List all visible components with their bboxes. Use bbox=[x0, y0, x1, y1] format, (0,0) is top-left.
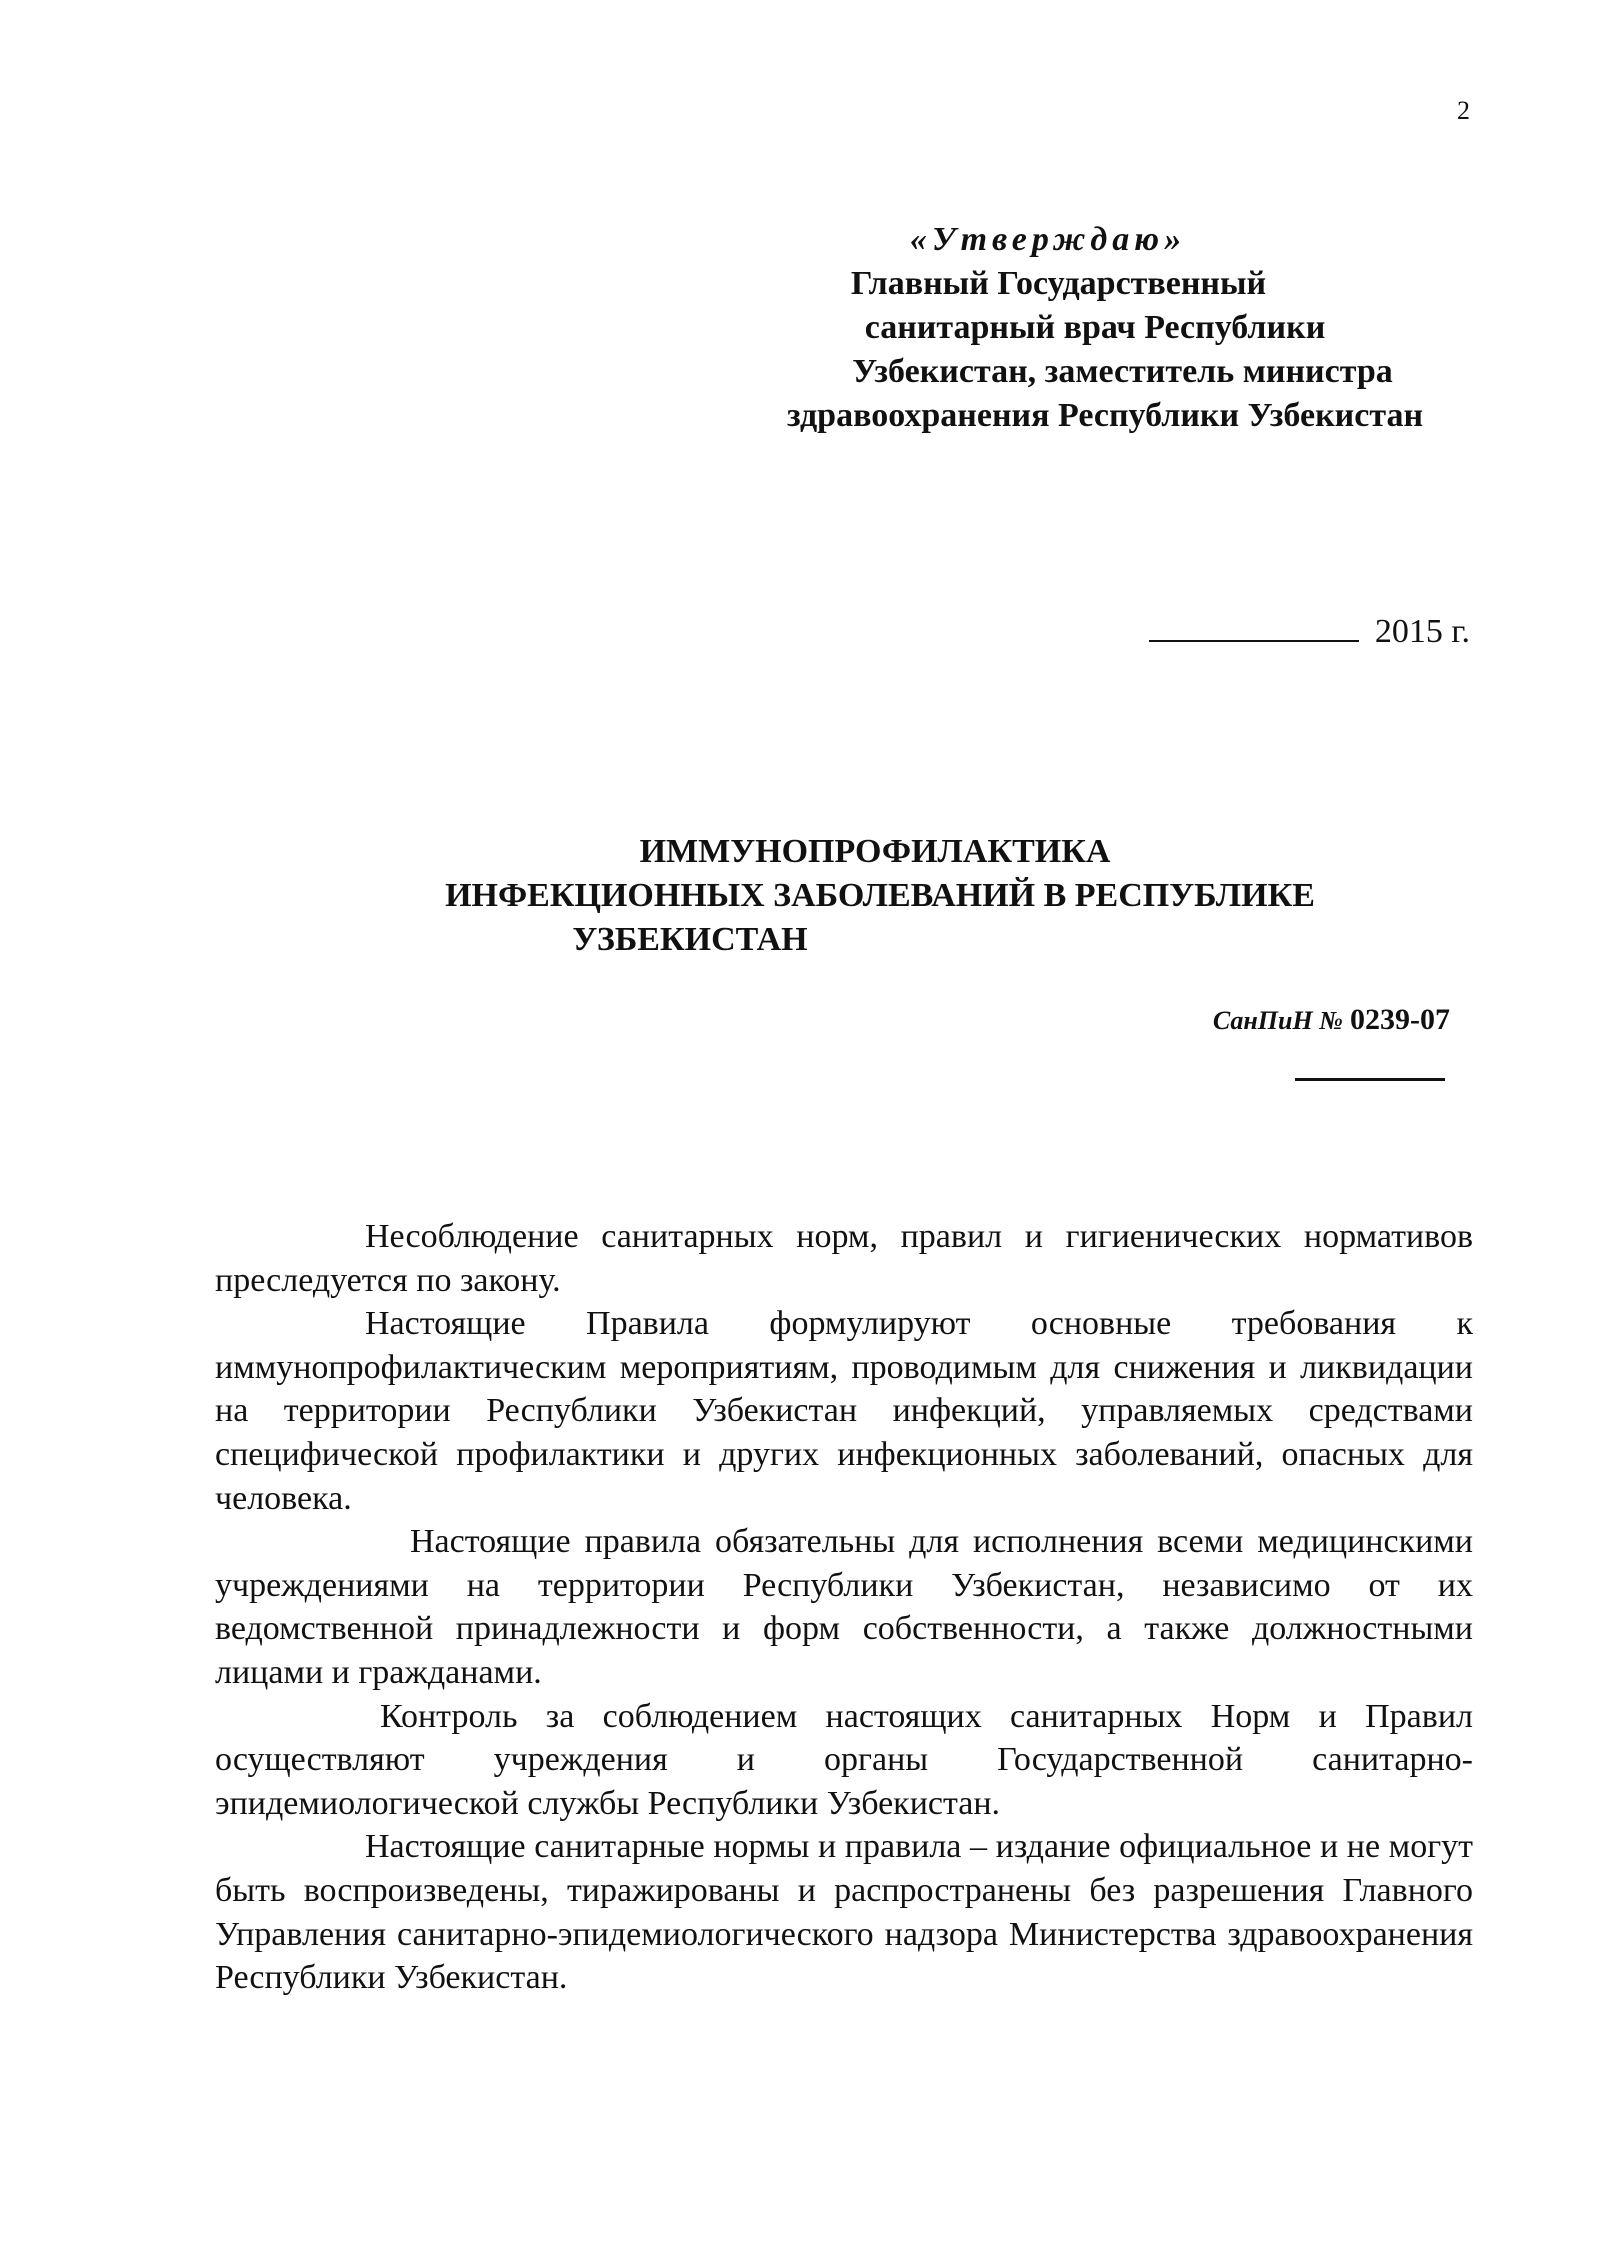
approval-line: здравоохранения Республики Узбекистан bbox=[786, 397, 1424, 434]
sanpin-number bbox=[1213, 1003, 1450, 1037]
approval-line: Главный Государственный bbox=[850, 265, 1267, 302]
page-number: 2 bbox=[1457, 96, 1470, 125]
approval-line: санитарный врач Республики bbox=[864, 309, 1326, 346]
body-text bbox=[215, 1215, 1473, 2000]
document-title bbox=[215, 830, 1485, 962]
title-line: ИНФЕКЦИОННЫХ ЗАБОЛЕВАНИЙ В РЕСПУБЛИКЕ bbox=[445, 877, 1315, 914]
title-line: УЗБЕКИСТАН bbox=[572, 921, 808, 958]
approval-block bbox=[570, 218, 1470, 438]
sanpin-underline bbox=[1295, 1078, 1445, 1081]
paragraph: Настоящие санитарные нормы и правила – издание официальное и не могут быть воспроизведены, тиражированы и распространены без разрешения Главного Управления санитарно-эпидемиологического надзора Министерства здравоохранения Республики Узбекистан. bbox=[215, 1828, 1473, 1997]
approval-heading: «Утверждаю» bbox=[909, 221, 1187, 258]
date-blank-line bbox=[1149, 610, 1359, 642]
paragraph: Настоящие Правила формулируют основные требования к иммунопрофилактическим мероприятиям, проводимым для снижения и ликвидации на территории Республики Узбекистан инфекций, управляемых средствами специфической профилактики и других инфекционных заболеваний, опасных для человека. bbox=[215, 1305, 1473, 1517]
paragraph: Несоблюдение санитарных норм, правил и гигиенических нормативов преследуется по закону. bbox=[215, 1218, 1473, 1299]
paragraph: Настоящие правила обязательны для исполнения всеми медицинскими учреждениями на территории Республики Узбекистан, независимо от их ведомственной принадлежности и форм собственности, а также должностными лицами и гражданами. bbox=[215, 1523, 1473, 1691]
approval-date bbox=[1149, 610, 1470, 651]
date-year: 2015 г. bbox=[1374, 613, 1470, 650]
approval-line: Узбекистан, заместитель министра bbox=[852, 353, 1393, 390]
sanpin-prefix: СанПиН № bbox=[1212, 1006, 1343, 1035]
sanpin-code: 0239-07 bbox=[1350, 1003, 1450, 1036]
paragraph: Контроль за соблюдением настоящих санитарных Норм и Правил осуществляют учреждения и органы Государственной санитарно-эпидемиологической службы Республики Узбекистан. bbox=[215, 1697, 1473, 1822]
title-line: ИММУНОПРОФИЛАКТИКА bbox=[639, 833, 1111, 870]
